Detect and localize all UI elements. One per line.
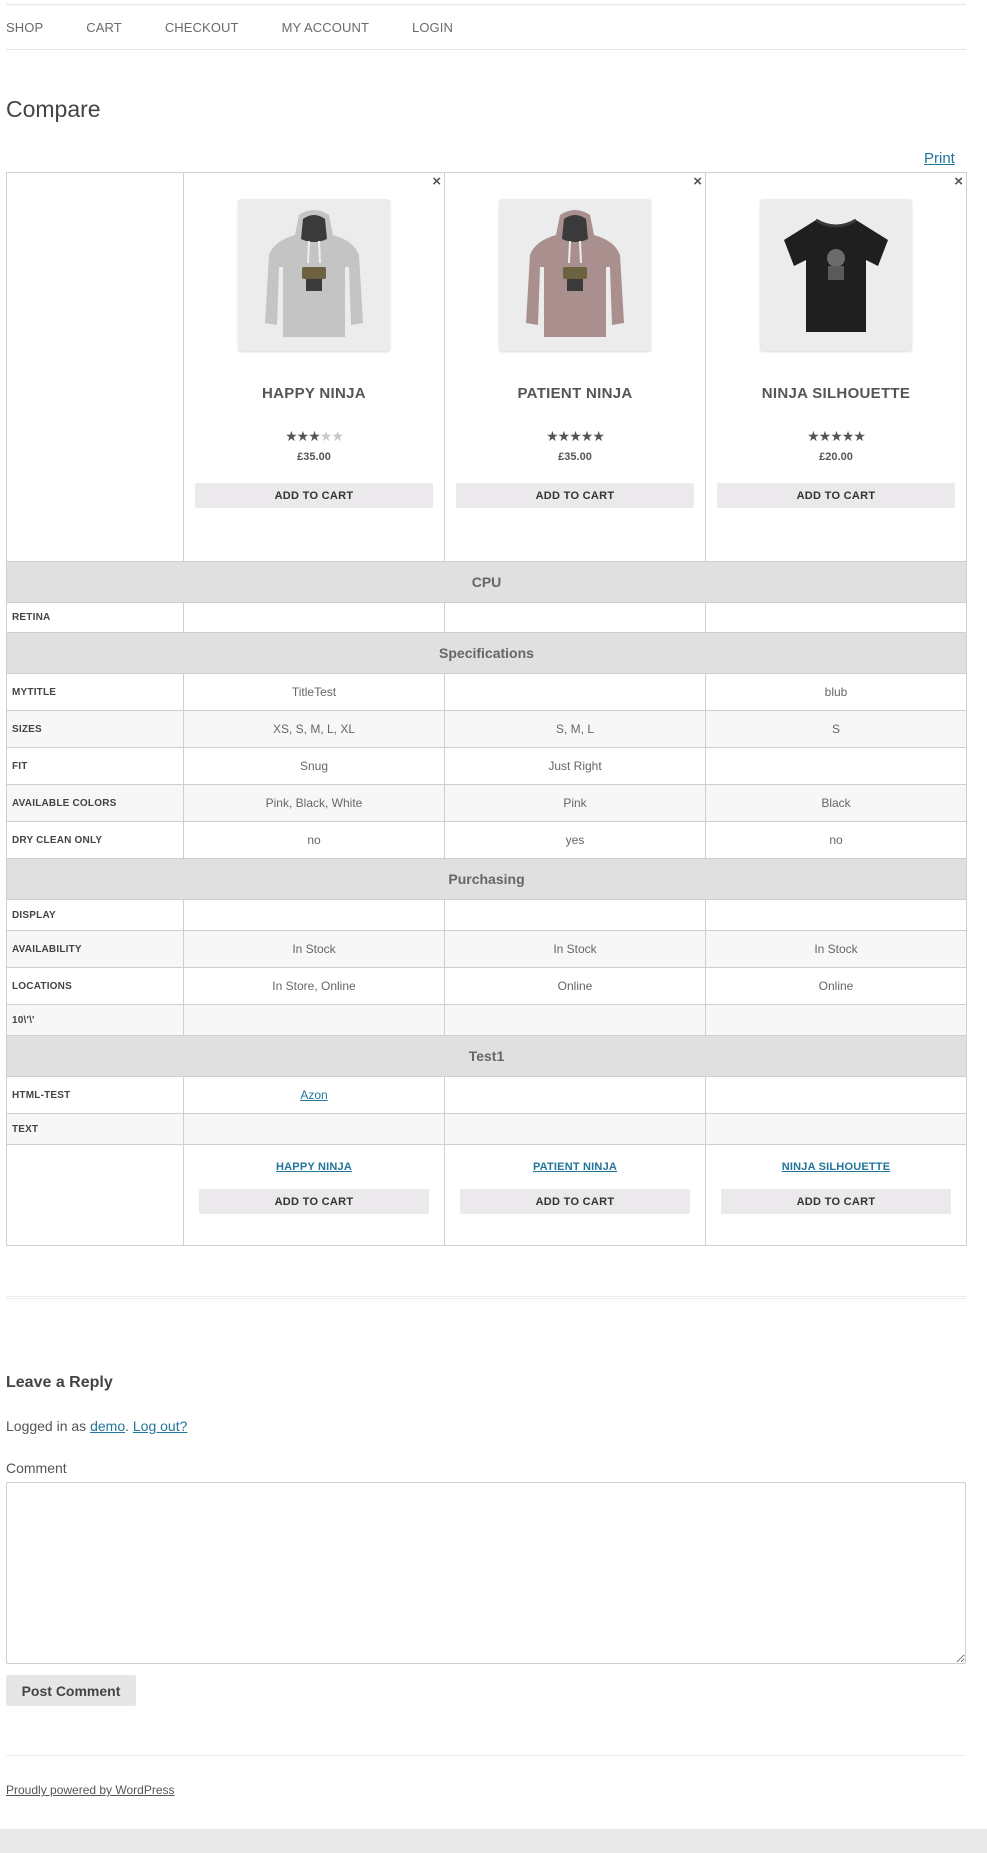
star-filled-icon: ★ [807, 428, 819, 444]
divider [6, 1755, 966, 1756]
star-filled-icon: ★ [580, 428, 593, 444]
powered-by-link[interactable]: Proudly powered by WordPress [6, 1783, 175, 1797]
post-comment-button[interactable]: Post Comment [6, 1675, 136, 1706]
attr-value [706, 1005, 967, 1036]
star-empty-icon: ★ [319, 428, 332, 444]
product-footer-2 [445, 1145, 706, 1246]
star-filled-icon: ★ [308, 428, 320, 444]
star-rating [184, 429, 444, 443]
comment-label: Comment [6, 1460, 67, 1476]
product-image[interactable] [499, 199, 651, 351]
logged-in-separator: . [125, 1418, 133, 1434]
product-price: £35.00 [297, 451, 331, 463]
grey-hoodie-image [259, 205, 369, 345]
nav-shop[interactable]: SHOP [6, 19, 44, 35]
attr-row-sizes [7, 711, 967, 748]
star-rating [445, 429, 705, 443]
attr-value [706, 1077, 967, 1114]
add-to-cart-button[interactable]: ADD TO CART [456, 483, 694, 508]
add-to-cart-button[interactable]: ADD TO CART [460, 1189, 690, 1214]
product-image[interactable] [760, 199, 912, 351]
group-title: Specifications [7, 633, 967, 674]
attr-value [184, 900, 445, 931]
attr-value [445, 900, 706, 931]
product-column-3 [706, 173, 967, 562]
reply-title: Leave a Reply [6, 1374, 113, 1391]
star-filled-icon: ★ [296, 428, 309, 444]
product-link[interactable]: PATIENT NINJA [532, 1161, 618, 1173]
attr-value: S, M, L [445, 711, 706, 748]
attr-value: Pink, Black, White [184, 785, 445, 822]
attr-label: TEXT [7, 1114, 184, 1145]
product-image[interactable] [238, 199, 390, 351]
add-to-cart-button[interactable]: ADD TO CART [721, 1189, 951, 1214]
user-link[interactable]: demo [90, 1418, 126, 1434]
remove-product-button[interactable]: × [432, 173, 441, 190]
attr-value [445, 1114, 706, 1145]
star-filled-icon: ★ [546, 428, 558, 444]
main-navigation [6, 4, 966, 50]
star-filled-icon: ★ [853, 428, 865, 444]
attr-value [706, 1114, 967, 1145]
group-header-test1 [7, 1036, 967, 1077]
star-filled-icon: ★ [569, 428, 581, 444]
bottom-bar [0, 1829, 987, 1853]
add-to-cart-button[interactable]: ADD TO CART [199, 1189, 429, 1214]
star-empty-icon: ★ [331, 428, 343, 444]
attr-row-fit [7, 748, 967, 785]
remove-product-button[interactable]: × [693, 173, 702, 190]
attr-row-dry-clean-only [7, 822, 967, 859]
group-title: Test1 [7, 1036, 967, 1077]
attr-value: Pink [445, 785, 706, 822]
star-filled-icon: ★ [830, 428, 842, 444]
compare-table [6, 172, 967, 1246]
attr-value [445, 603, 706, 633]
product-price: £20.00 [819, 451, 853, 463]
attr-label: HTML-TEST [7, 1077, 184, 1114]
attr-value: blub [706, 674, 967, 711]
azon-link[interactable]: Azon [300, 1088, 328, 1102]
attr-value: TitleTest [184, 674, 445, 711]
attr-label: 10\'\' [7, 1005, 184, 1036]
page-title: Compare [6, 96, 101, 122]
group-header-specifications [7, 633, 967, 674]
attr-row-display [7, 900, 967, 931]
attr-value [706, 603, 967, 633]
product-footer-row [7, 1145, 967, 1246]
product-header-row [7, 173, 967, 562]
empty-label-cell [7, 173, 184, 562]
attr-value [184, 1077, 445, 1114]
attr-row-available-colors [7, 785, 967, 822]
add-to-cart-button[interactable]: ADD TO CART [195, 483, 433, 508]
attr-value: In Stock [184, 931, 445, 968]
attr-row-10 [7, 1005, 967, 1036]
product-name: HAPPY NINJA [262, 385, 366, 402]
attr-value [184, 603, 445, 633]
attr-value: S [706, 711, 967, 748]
attr-value [445, 674, 706, 711]
attr-label: FIT [7, 748, 184, 785]
logged-in-prefix: Logged in as [6, 1418, 91, 1434]
product-name: NINJA SILHOUETTE [761, 385, 911, 402]
product-footer-1 [184, 1145, 445, 1246]
logout-link[interactable]: Log out? [132, 1418, 188, 1434]
product-footer-3 [706, 1145, 967, 1246]
attr-value [706, 748, 967, 785]
attr-value [184, 1005, 445, 1036]
star-filled-icon: ★ [592, 428, 604, 444]
print-link[interactable]: Print [924, 150, 955, 167]
nav-cart[interactable]: CART [86, 19, 122, 35]
attr-value: XS, S, M, L, XL [184, 711, 445, 748]
comment-textarea[interactable] [6, 1482, 966, 1664]
product-name: PATIENT NINJA [517, 385, 633, 402]
attr-value [445, 1077, 706, 1114]
attr-row-html-test [7, 1077, 967, 1114]
attr-label: AVAILABLE COLORS [7, 785, 184, 822]
empty-label-cell [7, 1145, 184, 1246]
nav-my-account[interactable]: MY ACCOUNT [281, 19, 369, 35]
product-price: £35.00 [558, 451, 592, 463]
attr-row-availability [7, 931, 967, 968]
add-to-cart-button[interactable]: ADD TO CART [717, 483, 955, 508]
star-filled-icon: ★ [818, 428, 831, 444]
attr-value: Online [445, 968, 706, 1005]
divider [6, 1296, 966, 1299]
group-header-purchasing [7, 859, 967, 900]
attr-value [184, 1114, 445, 1145]
attr-row-retina [7, 603, 967, 633]
attr-label: RETINA [7, 603, 184, 633]
nav-login[interactable]: LOGIN [412, 19, 453, 35]
group-title: Purchasing [7, 859, 967, 900]
attr-value: In Stock [706, 931, 967, 968]
attr-label: AVAILABILITY [7, 931, 184, 968]
attr-value: Snug [184, 748, 445, 785]
product-column-2 [445, 173, 706, 562]
nav-checkout[interactable]: CHECKOUT [164, 19, 239, 35]
product-link[interactable]: HAPPY NINJA [276, 1161, 352, 1173]
attr-row-text [7, 1114, 967, 1145]
attr-label: DRY CLEAN ONLY [7, 822, 184, 859]
black-tshirt-image [776, 210, 896, 340]
attr-value: no [184, 822, 445, 859]
attr-value: In Store, Online [184, 968, 445, 1005]
remove-product-button[interactable]: × [954, 173, 963, 190]
attr-row-mytitle [7, 674, 967, 711]
attr-label: MYTITLE [7, 674, 184, 711]
attr-label: SIZES [7, 711, 184, 748]
group-header-cpu [7, 562, 967, 603]
attr-value [706, 900, 967, 931]
attr-label: LOCATIONS [7, 968, 184, 1005]
attr-value: Online [706, 968, 967, 1005]
attr-value: In Stock [445, 931, 706, 968]
logged-in-text [6, 1418, 187, 1434]
star-rating [706, 429, 966, 443]
star-filled-icon: ★ [557, 428, 570, 444]
attr-value: Black [706, 785, 967, 822]
attr-value: no [706, 822, 967, 859]
attr-value [445, 1005, 706, 1036]
star-filled-icon: ★ [285, 428, 297, 444]
star-filled-icon: ★ [841, 428, 854, 444]
group-title: CPU [7, 562, 967, 603]
attr-row-locations [7, 968, 967, 1005]
product-link[interactable]: NINJA SILHOUETTE [781, 1161, 891, 1173]
attr-value: Just Right [445, 748, 706, 785]
attr-label: DISPLAY [7, 900, 184, 931]
pink-hoodie-image [520, 205, 630, 345]
product-column-1 [184, 173, 445, 562]
attr-value: yes [445, 822, 706, 859]
